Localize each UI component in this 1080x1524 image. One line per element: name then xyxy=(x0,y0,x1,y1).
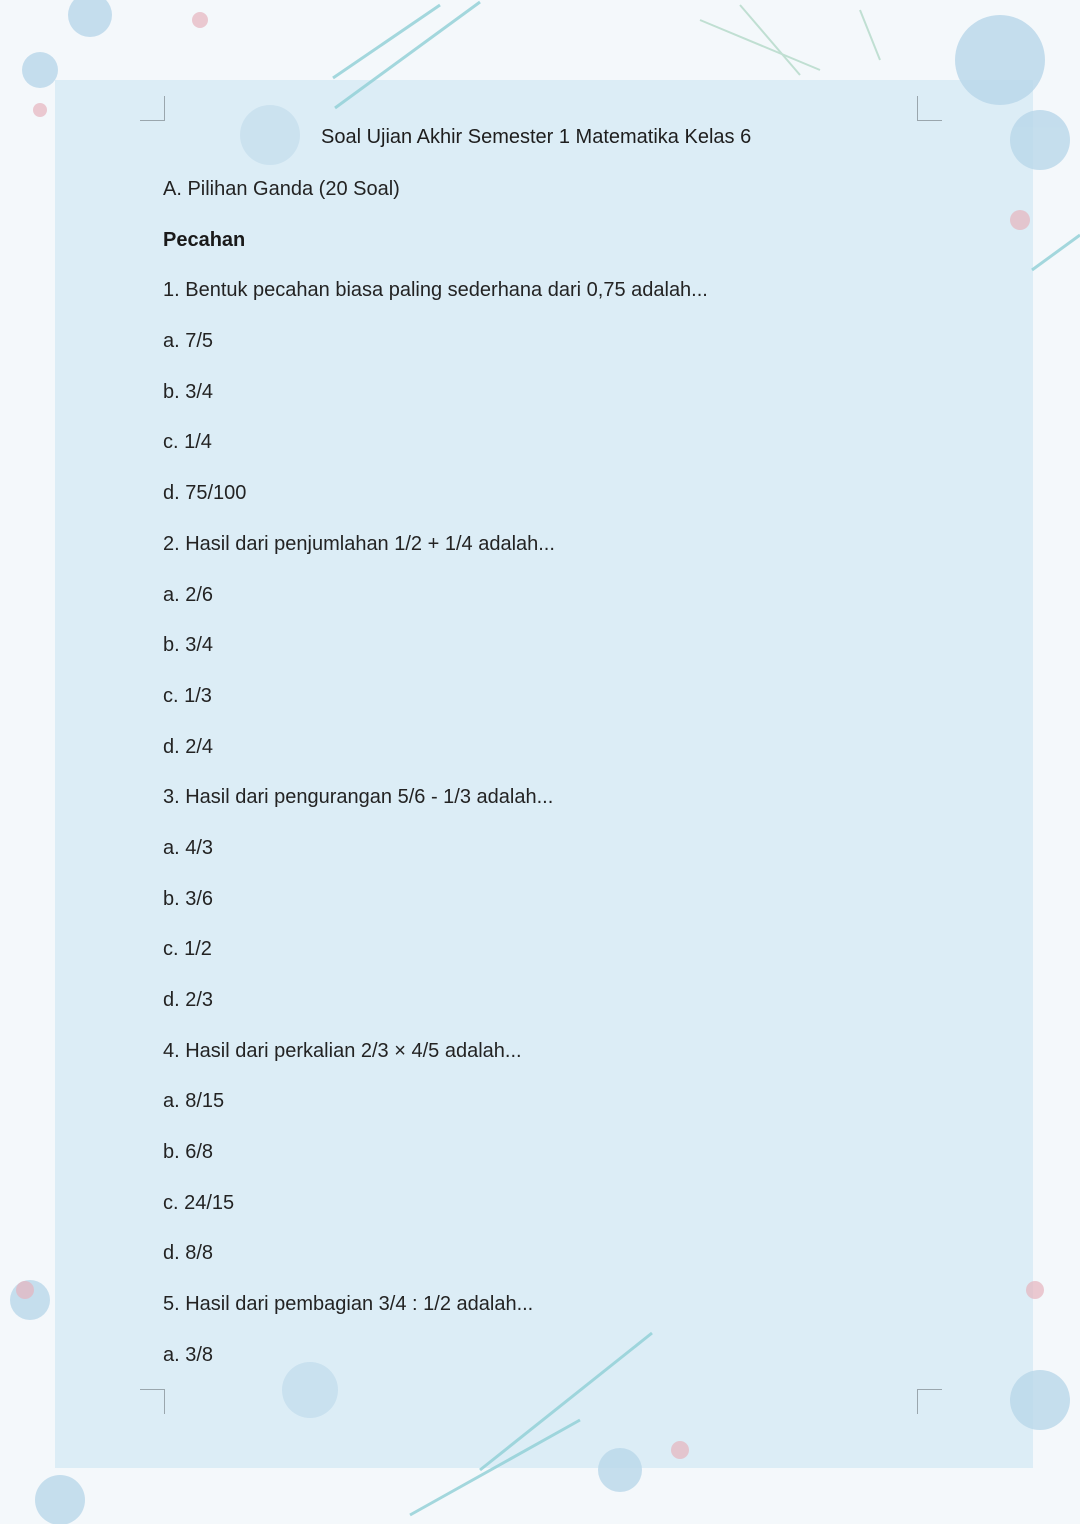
question-text: 1. Bentuk pecahan biasa paling sederhana dari 0,75 adalah... xyxy=(163,279,708,302)
topic-heading: Pecahan xyxy=(163,228,246,251)
document-title: Soal Ujian Akhir Semester 1 Matematika Kelas 6 xyxy=(321,126,752,148)
answer-option: d. 2/3 xyxy=(163,989,214,1011)
answer-option: b. 3/4 xyxy=(163,634,214,657)
answer-option: c. 24/15 xyxy=(163,1191,235,1214)
section-heading: A. Pilihan Ganda (20 Soal) xyxy=(163,178,400,200)
answer-option: a. 4/3 xyxy=(163,836,214,859)
answer-option: a. 3/8 xyxy=(163,1343,214,1366)
question-text: 4. Hasil dari perkalian 2/3 × 4/5 adalah... xyxy=(163,1039,522,1062)
answer-option: a. 2/6 xyxy=(163,583,214,606)
corner-mark xyxy=(140,96,165,121)
question-text: 2. Hasil dari penjumlahan 1/2 + 1/4 adalah... xyxy=(163,532,555,555)
answer-option: d. 8/8 xyxy=(163,1242,214,1265)
answer-option: c. 1/2 xyxy=(163,938,212,961)
corner-mark xyxy=(917,1389,942,1414)
corner-mark xyxy=(917,96,942,121)
answer-option: a. 7/5 xyxy=(163,330,214,353)
question-text: 3. Hasil dari pengurangan 5/6 - 1/3 adalah... xyxy=(163,786,554,809)
document-body xyxy=(163,176,708,1393)
answer-option: d. 75/100 xyxy=(163,482,247,505)
corner-mark xyxy=(140,1389,165,1414)
answer-option: c. 1/3 xyxy=(163,684,212,707)
answer-option: b. 6/8 xyxy=(163,1141,214,1164)
answer-option: c. 1/4 xyxy=(163,431,212,454)
answer-option: b. 3/6 xyxy=(163,887,214,910)
question-text: 5. Hasil dari pembagian 3/4 : 1/2 adalah... xyxy=(163,1293,534,1316)
answer-option: d. 2/4 xyxy=(163,735,214,758)
answer-option: a. 8/15 xyxy=(163,1090,225,1113)
answer-option: b. 3/4 xyxy=(163,380,214,403)
